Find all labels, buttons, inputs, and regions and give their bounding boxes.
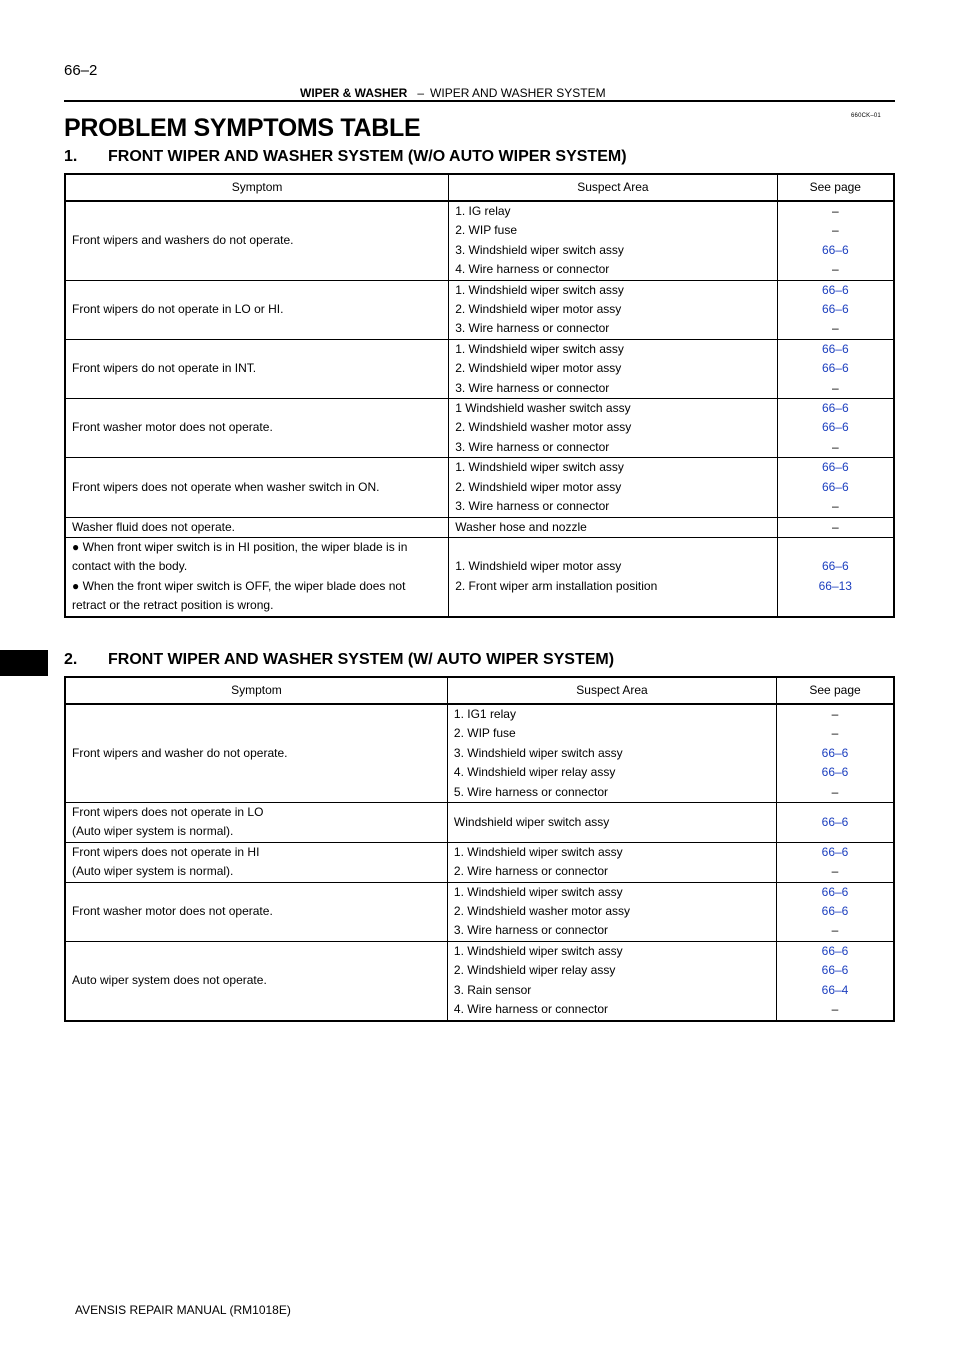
table-row <box>65 803 894 843</box>
page-reference-link[interactable]: 66–6 <box>821 884 849 899</box>
see-page-cell <box>777 537 894 616</box>
table-header-row <box>65 677 894 704</box>
suspect-area-item: 2. Windshield wiper motor assy <box>455 479 622 494</box>
suspect-area-item: 1 Windshield washer switch assy <box>455 401 631 416</box>
suspect-area-item: 3. Windshield wiper switch assy <box>453 745 623 760</box>
page-reference-link[interactable]: 66–6 <box>821 844 849 859</box>
suspect-area-item: 3. Wire harness or connector <box>455 439 610 454</box>
symptom-cell <box>65 842 447 882</box>
page-reference-link[interactable]: 66–6 <box>821 361 849 376</box>
document-code: 660CK–01 <box>851 113 881 119</box>
symptom-text: contact with the body. <box>72 559 188 574</box>
suspect-area-item: 1. IG1 relay <box>453 707 516 721</box>
suspect-area-cell <box>447 941 776 1020</box>
suspect-area-item: 2. Windshield washer motor assy <box>453 904 630 919</box>
see-page-cell <box>777 803 894 843</box>
page-reference-link[interactable]: 66–6 <box>821 420 849 435</box>
suspect-area-item: Windshield wiper switch assy <box>453 814 610 829</box>
see-page-cell <box>777 882 894 941</box>
page-reference-link[interactable]: 66–6 <box>821 814 849 829</box>
page-reference-link[interactable]: 66–6 <box>821 242 849 257</box>
symptom-text: Front wipers does not operate when washer switch in ON. <box>72 479 380 494</box>
symptom-text: ● When the front wiper switch is OFF, the wiper blade does not <box>72 578 406 593</box>
suspect-area-item: 1. Windshield wiper switch assy <box>455 341 624 356</box>
symptom-cell <box>65 399 449 458</box>
suspect-area-cell <box>447 842 776 882</box>
table-row <box>65 280 894 339</box>
table-row <box>65 941 894 1020</box>
suspect-area-cell <box>447 704 776 803</box>
side-tab <box>0 650 48 676</box>
see-page-cell <box>777 458 894 517</box>
symptom-text: Front wipers do not operate in LO or HI. <box>72 302 284 317</box>
page-reference-link[interactable]: 66–6 <box>821 559 849 574</box>
symptom-cell <box>65 280 449 339</box>
symptom-text: Front wipers do not operate in INT. <box>72 361 257 376</box>
symptoms-table-2 <box>64 676 895 1022</box>
symptom-text: (Auto wiper system is normal). <box>72 864 234 879</box>
table-row <box>65 201 894 280</box>
symptom-cell <box>65 517 449 537</box>
header-separator: – <box>417 86 425 100</box>
see-page-cell <box>777 517 894 537</box>
suspect-area-cell <box>447 882 776 941</box>
suspect-area-item: 3. Wire harness or connector <box>455 380 610 395</box>
column-header-symptom: Symptom <box>65 677 447 704</box>
suspect-area-item: 2. WIP fuse <box>455 223 517 238</box>
column-header-see-page: See page <box>777 174 894 201</box>
page-reference: – <box>831 1002 839 1017</box>
page-reference: – <box>831 864 839 879</box>
page-reference: – <box>831 223 839 238</box>
suspect-area-cell <box>449 537 777 616</box>
symptom-text: ● When front wiper switch is in HI position, the wiper blade is in <box>72 539 408 554</box>
suspect-area-item: 3. Wire harness or connector <box>455 321 610 336</box>
suspect-area-cell <box>449 201 777 280</box>
symptom-text: Front wipers and washers do not operate. <box>72 233 294 248</box>
symptom-text: Washer fluid does not operate. <box>72 519 235 534</box>
table-row <box>65 399 894 458</box>
section-heading-text: FRONT WIPER AND WASHER SYSTEM (W/O AUTO WIPER SYSTEM) <box>108 148 627 165</box>
page-reference: – <box>831 321 839 336</box>
suspect-area-item: 1. Windshield wiper switch assy <box>455 282 624 297</box>
suspect-area-item: 2. Front wiper arm installation position <box>455 578 658 593</box>
page-reference-link[interactable]: 66–6 <box>821 282 849 297</box>
symptom-text: Front washer motor does not operate. <box>72 420 273 435</box>
suspect-area-item: 2. Windshield wiper motor assy <box>455 302 622 317</box>
table-row <box>65 537 894 616</box>
suspect-area-item: 2. WIP fuse <box>453 726 516 741</box>
suspect-area-item: 1. IG relay <box>455 204 511 218</box>
symptom-cell <box>65 803 447 843</box>
symptom-cell <box>65 537 449 616</box>
suspect-area-item: 1. Windshield wiper switch assy <box>455 460 624 475</box>
symptom-text: retract or the retract position is wrong. <box>72 598 274 613</box>
symptom-cell <box>65 941 447 1020</box>
see-page-cell <box>777 842 894 882</box>
symptom-text: Front washer motor does not operate. <box>72 904 273 919</box>
page-reference: – <box>831 707 839 721</box>
page-reference-link[interactable]: 66–6 <box>821 904 849 919</box>
page-reference: – <box>831 519 839 534</box>
header-section: WIPER & WASHER <box>300 86 408 100</box>
symptom-text: Front wipers and washer do not operate. <box>72 745 288 760</box>
page-reference-link[interactable]: 66–4 <box>821 982 849 997</box>
table-row <box>65 704 894 803</box>
table-row <box>65 458 894 517</box>
running-header <box>300 86 606 100</box>
symptom-cell <box>65 458 449 517</box>
suspect-area-item: 2. Windshield washer motor assy <box>455 420 632 435</box>
header-rule <box>64 100 895 102</box>
page-reference: – <box>831 784 839 799</box>
page-reference-link[interactable]: 66–6 <box>821 302 849 317</box>
page-reference: – <box>831 499 839 514</box>
suspect-area-item: 1. Windshield wiper switch assy <box>453 884 623 899</box>
column-header-see-page: See page <box>777 677 894 704</box>
page-reference: – <box>831 380 839 395</box>
column-header-suspect-area: Suspect Area <box>447 677 776 704</box>
table-row <box>65 339 894 398</box>
section-number: 1. <box>64 148 78 165</box>
page-reference-link[interactable]: 66–6 <box>821 341 849 356</box>
page-title: PROBLEM SYMPTOMS TABLE <box>64 114 421 142</box>
footer-manual-title: AVENSIS REPAIR MANUAL (RM1018E) <box>75 1303 291 1317</box>
page-reference: – <box>831 923 839 938</box>
suspect-area-item: 5. Wire harness or connector <box>453 784 608 799</box>
page-reference: – <box>831 204 839 218</box>
suspect-area-item: 4. Windshield wiper relay assy <box>453 765 616 780</box>
symptom-cell <box>65 339 449 398</box>
page-reference-link[interactable]: 66–6 <box>821 745 849 760</box>
section-number: 2. <box>64 651 78 668</box>
symptoms-table-1 <box>64 173 895 618</box>
section-heading-2 <box>64 651 614 669</box>
suspect-area-item: 2. Windshield wiper relay assy <box>453 963 616 978</box>
see-page-cell <box>777 201 894 280</box>
section-heading-text: FRONT WIPER AND WASHER SYSTEM (W/ AUTO WIPER SYSTEM) <box>108 651 615 668</box>
suspect-area-item: 3. Wire harness or connector <box>453 923 608 938</box>
table-row <box>65 842 894 882</box>
page-reference: – <box>831 439 839 454</box>
page-reference-link[interactable]: 66–6 <box>821 479 849 494</box>
suspect-area-item: Washer hose and nozzle <box>455 519 587 534</box>
symptom-cell <box>65 882 447 941</box>
suspect-area-item: 4. Wire harness or connector <box>453 1002 608 1017</box>
column-header-symptom: Symptom <box>65 174 449 201</box>
suspect-area-item: 3. Rain sensor <box>453 982 532 997</box>
suspect-area-cell <box>449 458 777 517</box>
see-page-cell <box>777 704 894 803</box>
suspect-area-item: 2. Wire harness or connector <box>453 864 608 879</box>
see-page-cell <box>777 339 894 398</box>
table-header-row <box>65 174 894 201</box>
column-header-suspect-area: Suspect Area <box>449 174 777 201</box>
header-subsection: WIPER AND WASHER SYSTEM <box>430 86 606 100</box>
symptom-cell <box>65 201 449 280</box>
page-reference-link[interactable]: 66–6 <box>821 460 849 475</box>
suspect-area-item: 3. Windshield wiper switch assy <box>455 242 624 257</box>
page-reference: – <box>831 262 839 277</box>
suspect-area-item: 1. Windshield wiper motor assy <box>455 559 622 574</box>
suspect-area-item: 3. Wire harness or connector <box>455 499 610 514</box>
page-number: 66–2 <box>64 62 98 79</box>
symptom-text: Auto wiper system does not operate. <box>72 972 267 987</box>
suspect-area-cell <box>449 280 777 339</box>
page-reference-link[interactable]: 66–6 <box>821 765 849 780</box>
page-reference: – <box>831 726 839 741</box>
see-page-cell <box>777 941 894 1020</box>
suspect-area-item: 1. Windshield wiper switch assy <box>453 943 623 958</box>
symptom-cell <box>65 704 447 803</box>
see-page-cell <box>777 280 894 339</box>
page-reference-link[interactable]: 66–6 <box>821 963 849 978</box>
suspect-area-item: 4. Wire harness or connector <box>455 262 610 277</box>
table-row <box>65 517 894 537</box>
suspect-area-item: 1. Windshield wiper switch assy <box>453 844 623 859</box>
section-heading-1 <box>64 148 627 166</box>
page-reference-link[interactable]: 66–6 <box>821 401 849 416</box>
table-row <box>65 882 894 941</box>
suspect-area-cell <box>449 517 777 537</box>
suspect-area-cell <box>449 399 777 458</box>
symptom-text: Front wipers does not operate in LO <box>72 805 264 820</box>
symptom-text: (Auto wiper system is normal). <box>72 824 234 839</box>
suspect-area-cell <box>447 803 776 843</box>
suspect-area-item: 2. Windshield wiper motor assy <box>455 361 622 376</box>
see-page-cell <box>777 399 894 458</box>
symptom-text: Front wipers does not operate in HI <box>72 844 260 859</box>
page-reference-link[interactable]: 66–13 <box>818 578 852 593</box>
suspect-area-cell <box>449 339 777 398</box>
page-reference-link[interactable]: 66–6 <box>821 943 849 958</box>
